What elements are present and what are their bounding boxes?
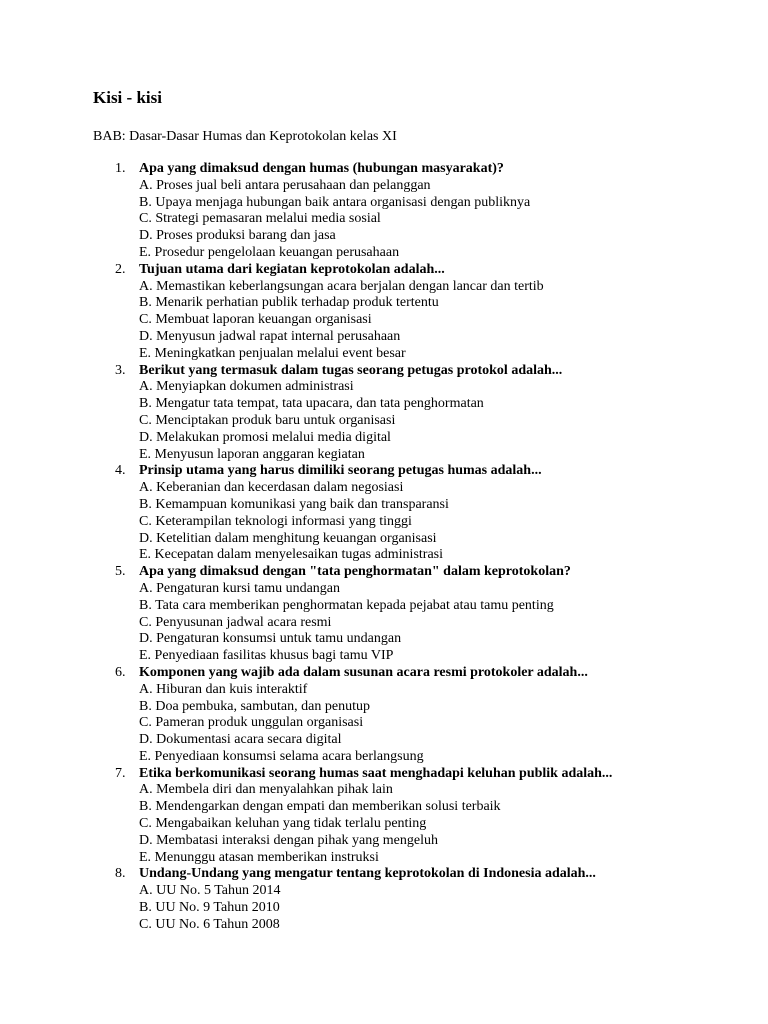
answer-option: D. Menyusun jadwal rapat internal perusahaan (139, 328, 401, 344)
answer-option: B. Mendengarkan dengan empati dan memberikan solusi terbaik (139, 799, 501, 815)
answer-option: E. Prosedur pengelolaan keuangan perusahaan (139, 244, 400, 260)
question-item (93, 463, 728, 564)
question-number: 3. (115, 362, 126, 378)
answer-option: A. Hiburan dan kuis interaktif (139, 681, 308, 697)
question-text: Prinsip utama yang harus dimiliki seorang petugas humas adalah... (139, 463, 542, 479)
question-item (93, 665, 728, 766)
answer-option: B. UU No. 9 Tahun 2010 (139, 900, 280, 916)
answer-options (139, 279, 728, 363)
answer-option: B. Tata cara memberikan penghormatan kepada pejabat atau tamu penting (139, 597, 554, 613)
answer-option: B. Kemampuan komunikasi yang baik dan transparansi (139, 496, 449, 512)
answer-option: B. Mengatur tata tempat, tata upacara, dan tata penghormatan (139, 396, 484, 412)
document-title: Kisi - kisi (93, 88, 162, 107)
answer-option: D. Membatasi interaksi dengan pihak yang mengeluh (139, 832, 438, 848)
answer-option: B. Upaya menjaga hubungan baik antara organisasi dengan publiknya (139, 194, 531, 210)
answer-option: D. Melakukan promosi melalui media digital (139, 429, 391, 445)
answer-option: D. Proses produksi barang dan jasa (139, 228, 336, 244)
question-item (93, 564, 728, 665)
answer-option: A. Proses jual beli antara perusahaan dan pelanggan (139, 177, 431, 193)
answer-options (139, 480, 728, 564)
question-text: Undang-Undang yang mengatur tentang keprotokolan di Indonesia adalah... (139, 866, 596, 882)
question-text: Berikut yang termasuk dalam tugas seorang petugas protokol adalah... (139, 362, 563, 378)
question-list (93, 161, 728, 934)
question-item (93, 766, 728, 867)
answer-option: C. Strategi pemasaran melalui media sosial (139, 211, 381, 227)
answer-option: D. Dokumentasi acara secara digital (139, 732, 342, 748)
answer-option: A. Membela diri dan menyalahkan pihak lain (139, 782, 393, 798)
question-item (93, 161, 728, 262)
answer-options (139, 682, 728, 766)
answer-option: C. Membuat laporan keuangan organisasi (139, 312, 372, 328)
answer-option: E. Kecepatan dalam menyelesaikan tugas administrasi (139, 547, 444, 563)
question-number: 2. (115, 261, 126, 277)
question-number: 5. (115, 564, 126, 580)
answer-options (139, 581, 728, 665)
answer-options (139, 782, 728, 866)
question-number: 7. (115, 765, 126, 781)
chapter-heading: BAB: Dasar-Dasar Humas dan Keprotokolan kelas XI (93, 129, 397, 144)
answer-option: C. UU No. 6 Tahun 2008 (139, 916, 280, 932)
answer-option: D. Pengaturan konsumsi untuk tamu undangan (139, 631, 402, 647)
answer-option: E. Penyediaan konsumsi selama acara berlangsung (139, 748, 424, 764)
answer-option: A. Pengaturan kursi tamu undangan (139, 580, 341, 596)
answer-option: C. Mengabaikan keluhan yang tidak terlalu penting (139, 816, 427, 832)
answer-option: E. Meningkatkan penjualan melalui event besar (139, 345, 406, 361)
question-item (93, 262, 728, 363)
answer-option: A. Menyiapkan dokumen administrasi (139, 379, 354, 395)
answer-option: C. Menciptakan produk baru untuk organisasi (139, 412, 396, 428)
question-text: Tujuan utama dari kegiatan keprotokolan adalah... (139, 261, 445, 277)
answer-options (139, 379, 728, 463)
answer-option: D. Ketelitian dalam menghitung keuangan organisasi (139, 530, 437, 546)
answer-option: C. Penyusunan jadwal acara resmi (139, 614, 332, 630)
question-text: Apa yang dimaksud dengan "tata penghormatan" dalam keprotokolan? (139, 564, 571, 580)
question-text: Apa yang dimaksud dengan humas (hubungan masyarakat)? (139, 161, 504, 176)
answer-option: E. Menunggu atasan memberikan instruksi (139, 849, 379, 865)
answer-option: A. Keberanian dan kecerdasan dalam negosiasi (139, 480, 404, 496)
question-number: 8. (115, 866, 126, 882)
answer-option: E. Penyediaan fasilitas khusus bagi tamu VIP (139, 648, 394, 664)
question-item (93, 866, 728, 933)
question-number: 4. (115, 463, 126, 479)
answer-option: C. Pameran produk unggulan organisasi (139, 715, 364, 731)
answer-options (139, 883, 728, 933)
answer-options (139, 178, 728, 262)
question-text: Etika berkomunikasi seorang humas saat menghadapi keluhan publik adalah... (139, 765, 613, 781)
answer-option: A. UU No. 5 Tahun 2014 (139, 883, 281, 899)
answer-option: A. Memastikan keberlangsungan acara berjalan dengan lancar dan tertib (139, 278, 544, 294)
answer-option: E. Menyusun laporan anggaran kegiatan (139, 446, 365, 462)
question-item (93, 363, 728, 464)
question-text: Komponen yang wajib ada dalam susunan acara resmi protokoler adalah... (139, 664, 588, 680)
answer-option: B. Menarik perhatian publik terhadap produk tertentu (139, 295, 439, 311)
answer-option: C. Keterampilan teknologi informasi yang tinggi (139, 513, 412, 529)
question-number: 6. (115, 664, 126, 680)
answer-option: B. Doa pembuka, sambutan, dan penutup (139, 698, 370, 714)
question-number: 1. (115, 161, 126, 176)
